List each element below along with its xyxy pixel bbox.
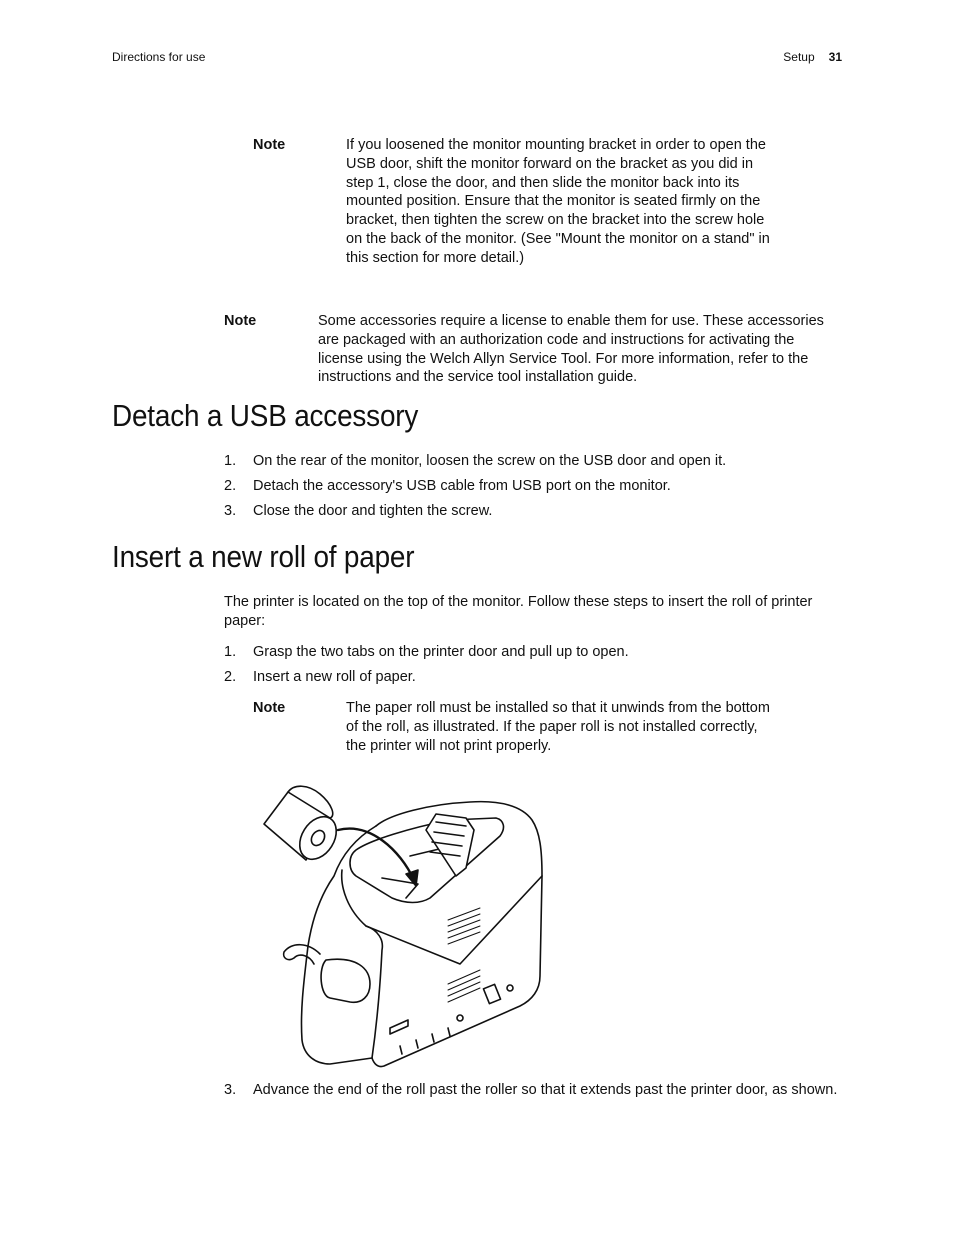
paper-roll-icon (264, 786, 344, 866)
list-item: 2. Insert a new roll of paper. (224, 668, 416, 685)
note-label: Note (224, 313, 257, 329)
running-header-right (783, 50, 842, 64)
note-text: Some accessories require a license to enable them for use. These accessories are packaged with an authorization code and instructions for activating the license using the Welch Allyn Service Tool. For more information, refer to the instructions and the service tool installation guide. (318, 313, 824, 386)
list-item: 2. Detach the accessory's USB cable from USB port on the monitor. (224, 477, 671, 494)
paper-steps-continued (224, 1081, 844, 1100)
note-paper-roll (253, 699, 773, 759)
list-item: 3. Close the door and tighten the screw. (224, 502, 493, 519)
section-title-paper: Insert a new roll of paper (112, 539, 415, 574)
running-header-title: Directions for use (112, 50, 206, 64)
paper-intro: The printer is located on the top of the monitor. Follow these steps to insert the roll of printer paper: (224, 594, 813, 629)
list-item: 1. Grasp the two tabs on the printer door and pull up to open. (224, 644, 629, 660)
note-text: If you loosened the monitor mounting bracket in order to open the USB door, shift the monitor forward on the bracket as you did in step 1, close the door, and then slide the monitor back into its mounted position. Ensure that the monitor is seated firmly on the bracket, then tighten the screw on the bracket into the screw hole on the back of the monitor. (See "Mount the monitor on a stand" in this section for more detail.) (346, 137, 770, 266)
detach-steps (224, 452, 844, 520)
paper-roll-illustration (260, 780, 560, 1070)
note-text: The paper roll must be installed so that it unwinds from the bottom of the roll, as illustrated. If the paper roll is not installed correctly, the printer will not print properly. (346, 700, 770, 754)
list-item: 1. On the rear of the monitor, loosen the screw on the USB door and open it. (224, 453, 727, 469)
note-label: Note (253, 700, 286, 716)
page-number: 31 (828, 50, 842, 64)
section-title-detach: Detach a USB accessory (112, 398, 419, 433)
running-header-section: Setup (783, 50, 815, 64)
paper-steps (224, 643, 844, 687)
list-item: 3. Advance the end of the roll past the roller so that it extends past the printer door, as shown. (224, 1082, 838, 1098)
note-label: Note (253, 137, 286, 153)
note-license (224, 312, 844, 392)
note-bracket (253, 136, 773, 296)
